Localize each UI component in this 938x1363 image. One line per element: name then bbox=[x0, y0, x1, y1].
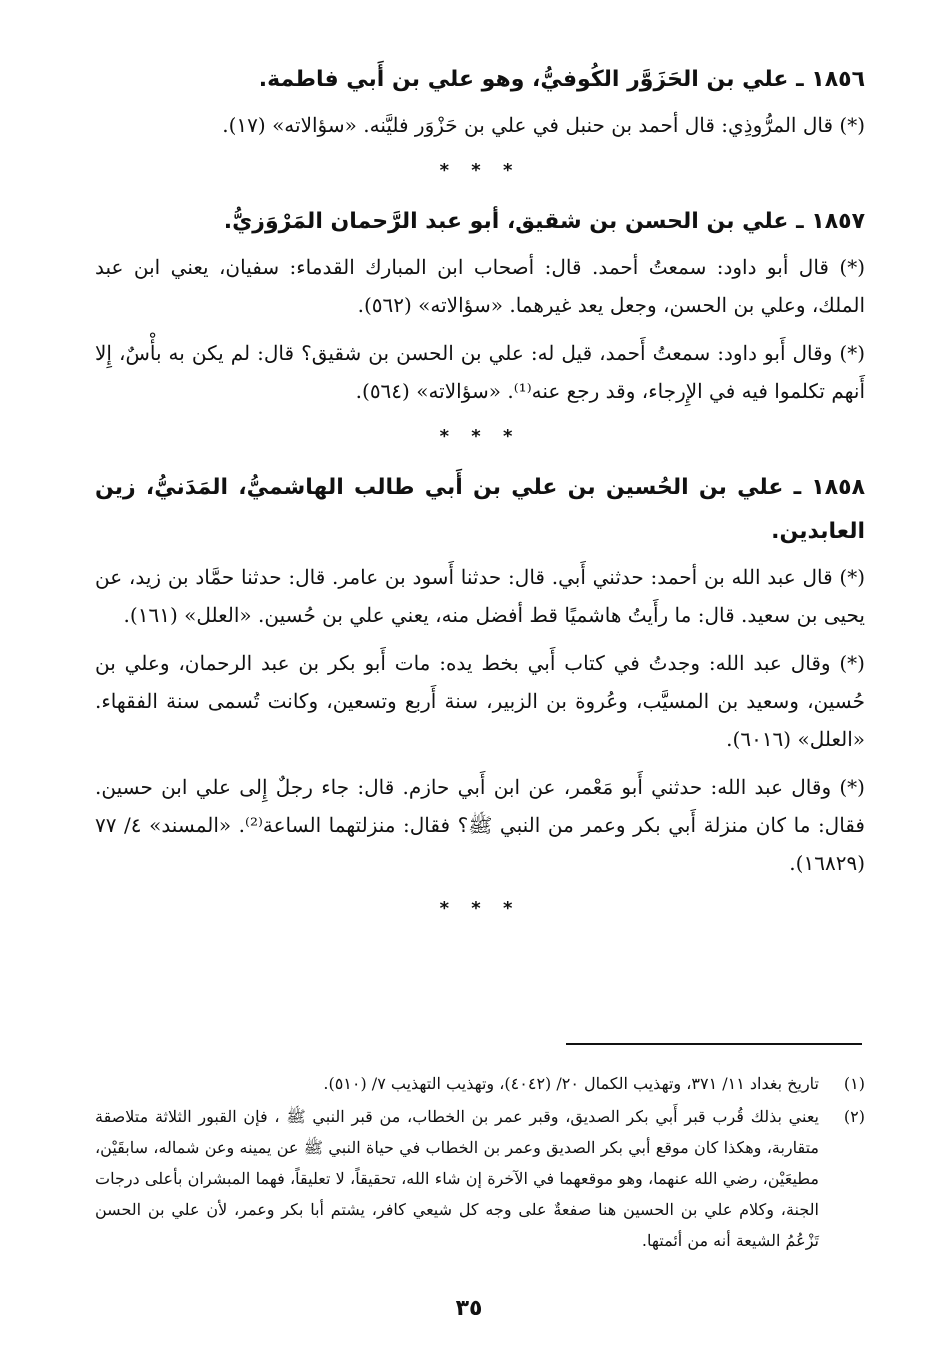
page-number: ٣٥ bbox=[455, 1296, 483, 1321]
section-separator: * * * bbox=[439, 160, 521, 181]
main-text bbox=[95, 58, 865, 938]
entry-title-1857: ١٨٥٧ ـ علي بن الحسن بن شقيق، أبو عبد الرَّحمان المَرْوَزيُّ. bbox=[223, 209, 865, 234]
paragraph: (*) وقال عبد الله: وجدتُ في كتاب أَبي بخط يده: مات أَبو بكر بن عبد الرحمان، وعلي بن حُسين، وسعيد بن المسيَّب، وعُروة بن الزبير، سنة أَربع وتسعين، وكانت تُسمى سنة الفقهاء. «العلل» (٦٠١٦). bbox=[95, 651, 865, 751]
paragraph: (*) قال عبد الله بن أحمد: حدثني أَبي. قال: حدثنا أَسود بن عامر. قال: حدثنا حمَّاد بن زيد، عن يحيى بن سعيد. قال: ما رأَيتُ هاشميًا قط أفضل منه، يعني علي بن حُسين. «العلل» (١٦١). bbox=[95, 565, 865, 627]
footnote-number: (٢) bbox=[843, 1107, 865, 1126]
footnote-text: يعني بذلك قُرب قبر أَبي بكر الصديق، وقبر عمر بن الخطاب، من قبر النبي ﷺ ، فإن القبور الثلاثة متلاصقة متقاربة، وهكذا كان موقع أبي بكر الصديق وعمر بن الخطاب في حياة النبي ﷺ عن يمينه وعن شماله، سابقَيْن، مطيعَيْن، رضي الله عنهما، وهو موقعهما في الآخرة إن شاء الله، تحقيقاً، لا تعليقاً، فهما المبشران بأعلى درجات الجنة، وكلام علي بن الحسين هنا صفعةٌ على وجه كل شيعي كافر، يشتم أبا بكر وعمر، لأن علي بن الحسن تَزْعُمُ الشيعة أنه من أئمتها. bbox=[95, 1107, 819, 1250]
paragraph: (*) قال أبو داود: سمعتُ أحمد. قال: أصحاب ابن المبارك القدماء: سفيان، يعني ابن عبد الملك، وعلي بن الحسن، وجعل يعد غيرهما. «سؤالاته» (٥٦٢). bbox=[95, 255, 865, 317]
paragraph: (*) وقال أَبو داود: سمعتُ أَحمد، قيل له: علي بن الحسن بن شقيق؟ قال: لم يكن به بأْسٌ، إِلا أَنهم تكلموا فيه في الإِرجاء، وقد رجع عنه⁽¹⁾. «سؤالاته» (٥٦٤). bbox=[95, 341, 865, 403]
footnote-rule bbox=[566, 1043, 862, 1045]
entry-title-1858: ١٨٥٨ ـ علي بن الحُسين بن علي بن أَبي طالب الهاشميُّ، المَدَنيُّ، زين العابدين. bbox=[95, 475, 865, 544]
section-separator: * * * bbox=[439, 898, 521, 919]
paragraph: (*) قال المرُّوذِي: قال أحمد بن حنبل في علي بن حَزْوَر فليَّنه. «سؤالاته» (١٧). bbox=[222, 113, 865, 137]
footnotes bbox=[95, 1068, 865, 1258]
entry-title-1856: ١٨٥٦ ـ علي بن الحَزَوَّر الكُوفيُّ، وهو علي بن أَبي فاطمة. bbox=[258, 67, 865, 92]
footnote bbox=[95, 1101, 865, 1256]
footnote-number: (١) bbox=[843, 1074, 865, 1093]
paragraph: (*) وقال عبد الله: حدثني أَبو مَعْمر، عن ابن أَبي حازم. قال: جاء رجلٌ إِلى علي ابن حسين. فقال: ما كان منزلة أَبي بكر وعمر من النبي ﷺ؟ فقال: منزلتهما الساعة⁽²⁾. «المسند» ٤/ ٧٧ (١٦٨٢٩). bbox=[95, 775, 865, 875]
footnote bbox=[95, 1068, 865, 1099]
section-separator: * * * bbox=[439, 426, 521, 447]
footnote-text: تاريخ بغداد ١١/ ٣٧١، وتهذيب الكمال ٢٠/ (٤٠٤٢)، وتهذيب التهذيب ٧/ (٥١٠). bbox=[323, 1074, 819, 1093]
